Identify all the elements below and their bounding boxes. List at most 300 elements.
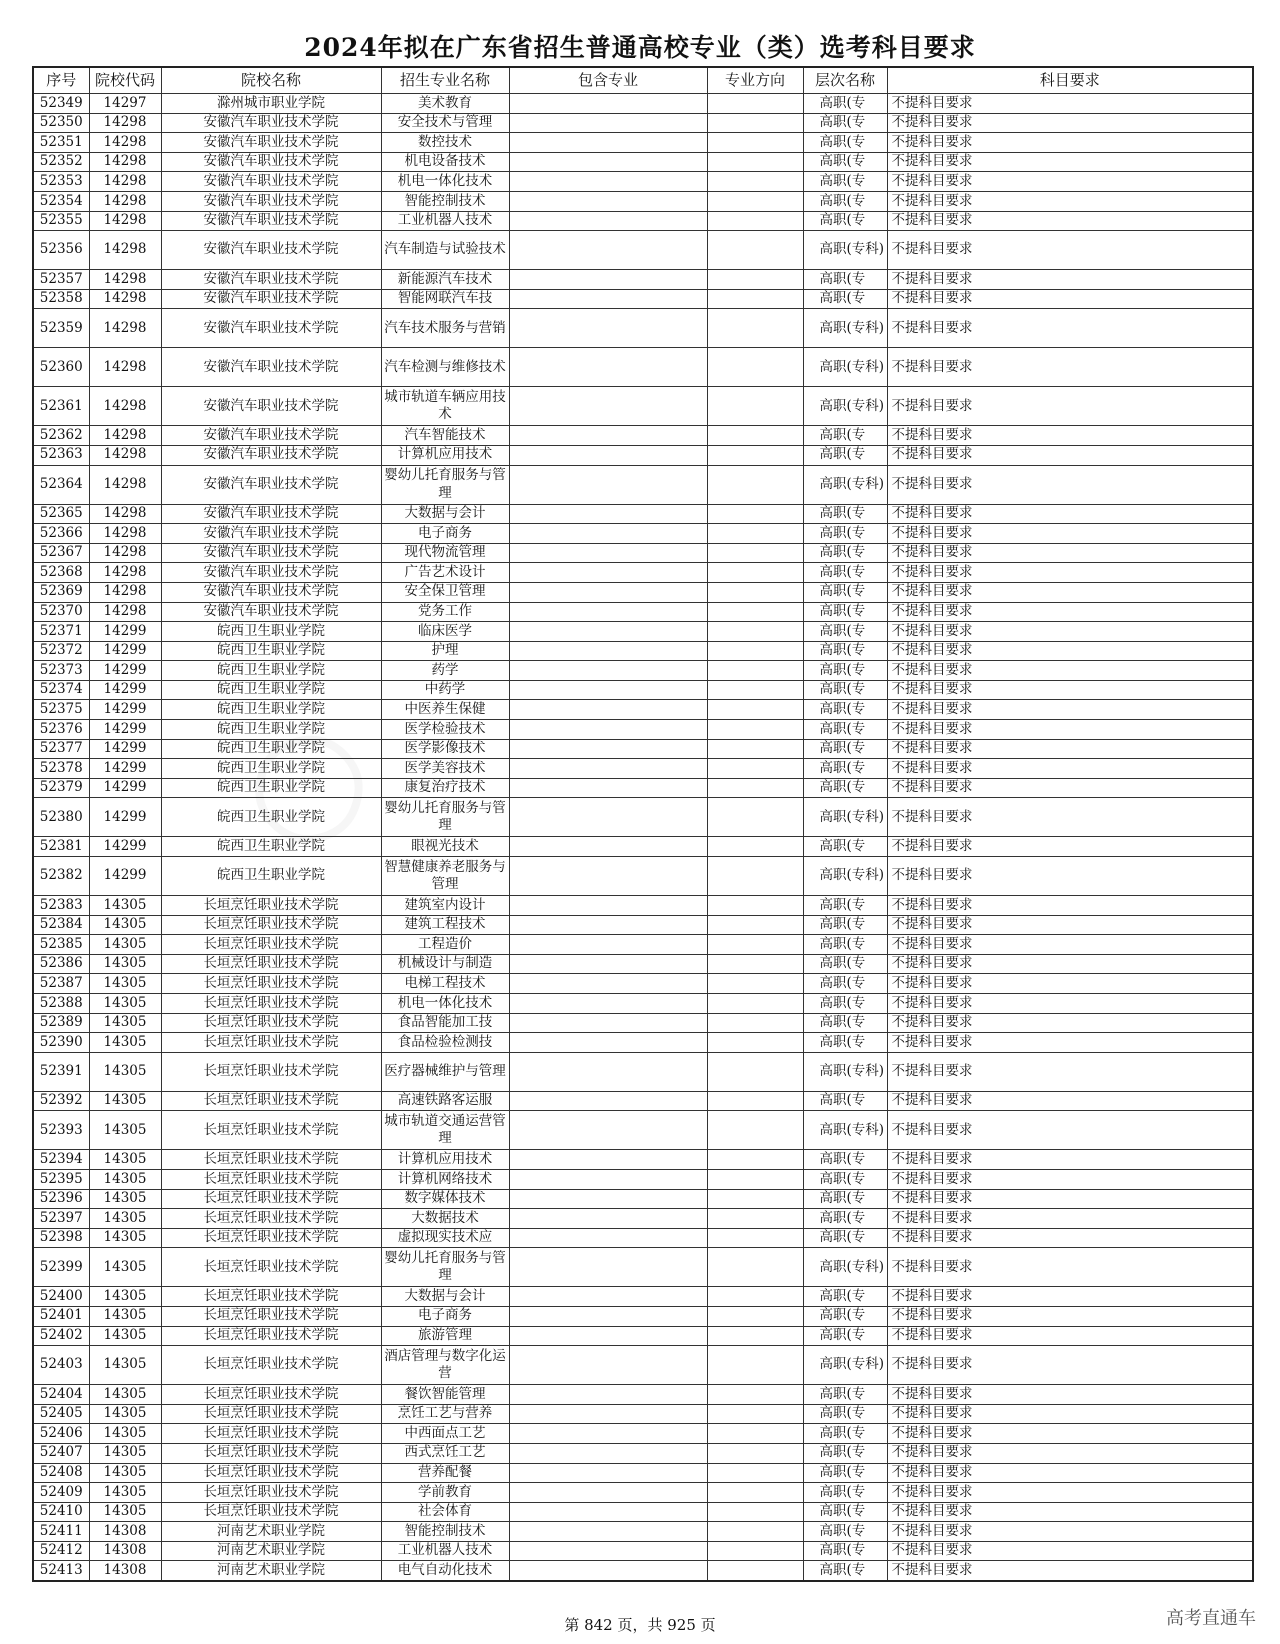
cell-major: 智慧健康养老服务与管理 xyxy=(381,857,509,896)
cell-level: 高职(专 xyxy=(803,974,887,994)
table-row xyxy=(33,837,1253,857)
cell-seq: 52391 xyxy=(33,1052,89,1091)
cell-seq: 52405 xyxy=(33,1404,89,1424)
table-row xyxy=(33,622,1253,642)
cell-seq: 52364 xyxy=(33,465,89,504)
cell-school-name: 河南艺术职业学院 xyxy=(161,1541,381,1561)
table-row xyxy=(33,1052,1253,1091)
cell-seq: 52369 xyxy=(33,582,89,602)
cell-included xyxy=(509,680,707,700)
cell-level: 高职(专 xyxy=(803,211,887,231)
cell-school-code: 14305 xyxy=(89,915,161,935)
cell-seq: 52353 xyxy=(33,172,89,192)
cell-seq: 52377 xyxy=(33,739,89,759)
cell-requirement: 不提科目要求 xyxy=(887,309,1253,348)
cell-seq: 52358 xyxy=(33,289,89,309)
cell-school-name: 长垣烹饪职业技术学院 xyxy=(161,1189,381,1209)
cell-level: 高职(专 xyxy=(803,1502,887,1522)
cell-school-code: 14308 xyxy=(89,1561,161,1581)
cell-major: 智能控制技术 xyxy=(381,191,509,211)
cell-school-code: 14298 xyxy=(89,289,161,309)
cell-direction xyxy=(707,1522,803,1542)
cell-major: 数字媒体技术 xyxy=(381,1189,509,1209)
cell-school-name: 安徽汽车职业技术学院 xyxy=(161,543,381,563)
cell-level: 高职(专 xyxy=(803,915,887,935)
cell-major: 新能源汽车技术 xyxy=(381,270,509,290)
cell-school-name: 皖西卫生职业学院 xyxy=(161,857,381,896)
cell-school-code: 14305 xyxy=(89,1443,161,1463)
cell-level: 高职(专 xyxy=(803,504,887,524)
cell-school-code: 14305 xyxy=(89,1189,161,1209)
cell-included xyxy=(509,641,707,661)
cell-seq: 52363 xyxy=(33,445,89,465)
cell-school-name: 长垣烹饪职业技术学院 xyxy=(161,1346,381,1385)
cell-major: 汽车制造与试验技术 xyxy=(381,231,509,270)
cell-level: 高职(专 xyxy=(803,1150,887,1170)
cell-level: 高职(专 xyxy=(803,289,887,309)
cell-direction xyxy=(707,1052,803,1091)
cell-seq: 52379 xyxy=(33,778,89,798)
table-row xyxy=(33,954,1253,974)
cell-major: 城市轨道车辆应用技术 xyxy=(381,387,509,426)
cell-school-code: 14298 xyxy=(89,172,161,192)
cell-school-name: 河南艺术职业学院 xyxy=(161,1522,381,1542)
cell-included xyxy=(509,113,707,133)
cell-major: 眼视光技术 xyxy=(381,837,509,857)
cell-seq: 52367 xyxy=(33,543,89,563)
cell-requirement: 不提科目要求 xyxy=(887,465,1253,504)
cell-included xyxy=(509,582,707,602)
cell-included xyxy=(509,896,707,916)
cell-level: 高职(专 xyxy=(803,1091,887,1111)
cell-seq: 52349 xyxy=(33,94,89,114)
cell-direction xyxy=(707,152,803,172)
cell-direction xyxy=(707,974,803,994)
cell-requirement: 不提科目要求 xyxy=(887,994,1253,1014)
cell-requirement: 不提科目要求 xyxy=(887,231,1253,270)
cell-included xyxy=(509,1033,707,1053)
cell-seq: 52378 xyxy=(33,759,89,779)
cell-direction xyxy=(707,504,803,524)
cell-requirement: 不提科目要求 xyxy=(887,1209,1253,1229)
cell-direction xyxy=(707,1502,803,1522)
cell-school-code: 14299 xyxy=(89,641,161,661)
cell-school-name: 河南艺术职业学院 xyxy=(161,1561,381,1581)
cell-seq: 52412 xyxy=(33,1541,89,1561)
cell-school-code: 14305 xyxy=(89,1248,161,1287)
table-row xyxy=(33,1522,1253,1542)
cell-major: 美术教育 xyxy=(381,94,509,114)
cell-seq: 52382 xyxy=(33,857,89,896)
cell-major: 医学影像技术 xyxy=(381,739,509,759)
cell-seq: 52401 xyxy=(33,1306,89,1326)
table-row xyxy=(33,720,1253,740)
cell-included xyxy=(509,445,707,465)
cell-school-code: 14305 xyxy=(89,1404,161,1424)
cell-major: 中药学 xyxy=(381,680,509,700)
cell-seq: 52398 xyxy=(33,1228,89,1248)
cell-school-name: 安徽汽车职业技术学院 xyxy=(161,211,381,231)
cell-level: 高职(专 xyxy=(803,270,887,290)
cell-school-code: 14299 xyxy=(89,759,161,779)
cell-school-code: 14298 xyxy=(89,426,161,446)
cell-requirement: 不提科目要求 xyxy=(887,1013,1253,1033)
table-row xyxy=(33,1561,1253,1581)
cell-school-name: 皖西卫生职业学院 xyxy=(161,661,381,681)
cell-included xyxy=(509,1052,707,1091)
cell-direction xyxy=(707,954,803,974)
cell-included xyxy=(509,1346,707,1385)
cell-school-name: 安徽汽车职业技术学院 xyxy=(161,426,381,446)
cell-school-code: 14305 xyxy=(89,1013,161,1033)
cell-major: 大数据技术 xyxy=(381,1209,509,1229)
cell-included xyxy=(509,289,707,309)
cell-school-name: 皖西卫生职业学院 xyxy=(161,680,381,700)
cell-requirement: 不提科目要求 xyxy=(887,152,1253,172)
table-row xyxy=(33,1346,1253,1385)
cell-included xyxy=(509,1248,707,1287)
table-body xyxy=(33,94,1253,1582)
cell-school-code: 14305 xyxy=(89,1169,161,1189)
cell-seq: 52386 xyxy=(33,954,89,974)
cell-major: 医学美容技术 xyxy=(381,759,509,779)
cell-seq: 52397 xyxy=(33,1209,89,1229)
cell-requirement: 不提科目要求 xyxy=(887,1248,1253,1287)
cell-school-name: 安徽汽车职业技术学院 xyxy=(161,231,381,270)
cell-school-name: 安徽汽车职业技术学院 xyxy=(161,270,381,290)
cell-requirement: 不提科目要求 xyxy=(887,896,1253,916)
cell-school-name: 长垣烹饪职业技术学院 xyxy=(161,1150,381,1170)
cell-requirement: 不提科目要求 xyxy=(887,582,1253,602)
cell-direction xyxy=(707,191,803,211)
cell-school-name: 长垣烹饪职业技术学院 xyxy=(161,935,381,955)
cell-included xyxy=(509,1169,707,1189)
cell-school-name: 长垣烹饪职业技术学院 xyxy=(161,1483,381,1503)
cell-requirement: 不提科目要求 xyxy=(887,1502,1253,1522)
cell-level: 高职(专科) xyxy=(803,1248,887,1287)
cell-major: 婴幼儿托育服务与管理 xyxy=(381,465,509,504)
cell-included xyxy=(509,94,707,114)
cell-school-name: 安徽汽车职业技术学院 xyxy=(161,172,381,192)
cell-direction xyxy=(707,1483,803,1503)
cell-school-code: 14299 xyxy=(89,778,161,798)
table-row xyxy=(33,231,1253,270)
table-row xyxy=(33,309,1253,348)
cell-requirement: 不提科目要求 xyxy=(887,1169,1253,1189)
cell-included xyxy=(509,191,707,211)
cell-included xyxy=(509,172,707,192)
cell-school-code: 14299 xyxy=(89,857,161,896)
cell-seq: 52381 xyxy=(33,837,89,857)
cell-seq: 52366 xyxy=(33,524,89,544)
cell-level: 高职(专 xyxy=(803,543,887,563)
table-row xyxy=(33,1404,1253,1424)
cell-major: 婴幼儿托育服务与管理 xyxy=(381,1248,509,1287)
cell-school-code: 14305 xyxy=(89,1424,161,1444)
cell-requirement: 不提科目要求 xyxy=(887,504,1253,524)
cell-major: 高速铁路客运服 xyxy=(381,1091,509,1111)
cell-seq: 52351 xyxy=(33,133,89,153)
table-row xyxy=(33,1306,1253,1326)
cell-requirement: 不提科目要求 xyxy=(887,1306,1253,1326)
table-row xyxy=(33,211,1253,231)
table-row xyxy=(33,798,1253,837)
cell-seq: 52384 xyxy=(33,915,89,935)
cell-direction xyxy=(707,582,803,602)
cell-school-code: 14298 xyxy=(89,465,161,504)
cell-major: 智能网联汽车技 xyxy=(381,289,509,309)
cell-direction xyxy=(707,700,803,720)
table-row xyxy=(33,348,1253,387)
cell-direction xyxy=(707,524,803,544)
cell-requirement: 不提科目要求 xyxy=(887,1424,1253,1444)
cell-major: 工业机器人技术 xyxy=(381,211,509,231)
cell-seq: 52404 xyxy=(33,1385,89,1405)
table-row xyxy=(33,270,1253,290)
cell-school-code: 14298 xyxy=(89,309,161,348)
cell-school-code: 14299 xyxy=(89,720,161,740)
cell-included xyxy=(509,700,707,720)
cell-level: 高职(专 xyxy=(803,1209,887,1229)
cell-requirement: 不提科目要求 xyxy=(887,211,1253,231)
table-row xyxy=(33,152,1253,172)
cell-major: 建筑室内设计 xyxy=(381,896,509,916)
cell-school-code: 14298 xyxy=(89,582,161,602)
cell-direction xyxy=(707,680,803,700)
cell-school-name: 长垣烹饪职业技术学院 xyxy=(161,974,381,994)
cell-school-code: 14305 xyxy=(89,994,161,1014)
cell-included xyxy=(509,778,707,798)
cell-school-code: 14298 xyxy=(89,211,161,231)
cell-included xyxy=(509,1326,707,1346)
cell-major: 烹饪工艺与营养 xyxy=(381,1404,509,1424)
cell-seq: 52368 xyxy=(33,563,89,583)
cell-school-name: 安徽汽车职业技术学院 xyxy=(161,289,381,309)
cell-requirement: 不提科目要求 xyxy=(887,1228,1253,1248)
cell-requirement: 不提科目要求 xyxy=(887,720,1253,740)
cell-level: 高职(专 xyxy=(803,994,887,1014)
cell-major: 汽车检测与维修技术 xyxy=(381,348,509,387)
cell-included xyxy=(509,954,707,974)
cell-direction xyxy=(707,1033,803,1053)
cell-seq: 52375 xyxy=(33,700,89,720)
cell-school-code: 14305 xyxy=(89,1052,161,1091)
cell-seq: 52362 xyxy=(33,426,89,446)
cell-school-code: 14305 xyxy=(89,1385,161,1405)
cell-level: 高职(专 xyxy=(803,1541,887,1561)
cell-included xyxy=(509,1404,707,1424)
cell-school-code: 14299 xyxy=(89,798,161,837)
cell-included xyxy=(509,348,707,387)
table-row xyxy=(33,661,1253,681)
cell-direction xyxy=(707,935,803,955)
cell-direction xyxy=(707,1385,803,1405)
cell-level: 高职(专 xyxy=(803,759,887,779)
cell-direction xyxy=(707,563,803,583)
cell-included xyxy=(509,1091,707,1111)
brand-watermark: 高考直通车 xyxy=(1166,1608,1256,1629)
cell-school-code: 14305 xyxy=(89,1326,161,1346)
cell-school-name: 长垣烹饪职业技术学院 xyxy=(161,1385,381,1405)
table-row xyxy=(33,172,1253,192)
cell-level: 高职(专 xyxy=(803,954,887,974)
cell-school-name: 长垣烹饪职业技术学院 xyxy=(161,1052,381,1091)
cell-major: 酒店管理与数字化运营 xyxy=(381,1346,509,1385)
cell-major: 安全保卫管理 xyxy=(381,582,509,602)
header-cell: 院校名称 xyxy=(161,67,381,94)
cell-direction xyxy=(707,543,803,563)
cell-school-name: 长垣烹饪职业技术学院 xyxy=(161,1013,381,1033)
table-row xyxy=(33,465,1253,504)
cell-major: 机电设备技术 xyxy=(381,152,509,172)
cell-level: 高职(专科) xyxy=(803,857,887,896)
cell-level: 高职(专科) xyxy=(803,231,887,270)
table-row xyxy=(33,504,1253,524)
cell-requirement: 不提科目要求 xyxy=(887,1033,1253,1053)
table-row xyxy=(33,1013,1253,1033)
cell-level: 高职(专 xyxy=(803,720,887,740)
cell-school-code: 14305 xyxy=(89,954,161,974)
cell-direction xyxy=(707,1424,803,1444)
page-footer: 第 842 页，共 925 页 xyxy=(564,1616,716,1634)
cell-major: 工程造价 xyxy=(381,935,509,955)
cell-included xyxy=(509,524,707,544)
cell-direction xyxy=(707,798,803,837)
cell-school-code: 14298 xyxy=(89,504,161,524)
cell-included xyxy=(509,231,707,270)
cell-seq: 52372 xyxy=(33,641,89,661)
cell-level: 高职(专科) xyxy=(803,1052,887,1091)
cell-school-name: 长垣烹饪职业技术学院 xyxy=(161,1033,381,1053)
cell-level: 高职(专 xyxy=(803,935,887,955)
cell-included xyxy=(509,1385,707,1405)
cell-direction xyxy=(707,348,803,387)
cell-major: 西式烹饪工艺 xyxy=(381,1443,509,1463)
cell-level: 高职(专 xyxy=(803,1287,887,1307)
cell-major: 营养配餐 xyxy=(381,1463,509,1483)
cell-direction xyxy=(707,759,803,779)
cell-direction xyxy=(707,1169,803,1189)
cell-requirement: 不提科目要求 xyxy=(887,289,1253,309)
cell-requirement: 不提科目要求 xyxy=(887,1541,1253,1561)
cell-school-name: 安徽汽车职业技术学院 xyxy=(161,309,381,348)
cell-major: 医学检验技术 xyxy=(381,720,509,740)
cell-school-code: 14299 xyxy=(89,739,161,759)
table-row xyxy=(33,387,1253,426)
cell-school-name: 滁州城市职业学院 xyxy=(161,94,381,114)
cell-seq: 52355 xyxy=(33,211,89,231)
cell-level: 高职(专 xyxy=(803,1483,887,1503)
cell-requirement: 不提科目要求 xyxy=(887,700,1253,720)
cell-seq: 52410 xyxy=(33,1502,89,1522)
cell-major: 计算机应用技术 xyxy=(381,445,509,465)
cell-requirement: 不提科目要求 xyxy=(887,563,1253,583)
cell-major: 中医养生保健 xyxy=(381,700,509,720)
cell-requirement: 不提科目要求 xyxy=(887,191,1253,211)
cell-included xyxy=(509,1111,707,1150)
table-row xyxy=(33,1326,1253,1346)
table-row xyxy=(33,445,1253,465)
cell-included xyxy=(509,1561,707,1581)
cell-major: 学前教育 xyxy=(381,1483,509,1503)
cell-included xyxy=(509,1150,707,1170)
cell-major: 计算机应用技术 xyxy=(381,1150,509,1170)
cell-seq: 52380 xyxy=(33,798,89,837)
cell-major: 智能控制技术 xyxy=(381,1522,509,1542)
cell-included xyxy=(509,974,707,994)
cell-included xyxy=(509,1209,707,1229)
cell-school-code: 14305 xyxy=(89,1091,161,1111)
cell-included xyxy=(509,426,707,446)
cell-level: 高职(专 xyxy=(803,1033,887,1053)
cell-level: 高职(专 xyxy=(803,133,887,153)
cell-direction xyxy=(707,622,803,642)
cell-direction xyxy=(707,1404,803,1424)
cell-included xyxy=(509,720,707,740)
cell-included xyxy=(509,622,707,642)
cell-major: 虚拟现实技术应 xyxy=(381,1228,509,1248)
cell-seq: 52389 xyxy=(33,1013,89,1033)
cell-direction xyxy=(707,1326,803,1346)
cell-school-code: 14305 xyxy=(89,1306,161,1326)
cell-level: 高职(专 xyxy=(803,1404,887,1424)
cell-seq: 52365 xyxy=(33,504,89,524)
table-row xyxy=(33,1169,1253,1189)
cell-requirement: 不提科目要求 xyxy=(887,1463,1253,1483)
table-row xyxy=(33,896,1253,916)
cell-school-name: 长垣烹饪职业技术学院 xyxy=(161,896,381,916)
cell-school-code: 14298 xyxy=(89,231,161,270)
cell-school-code: 14297 xyxy=(89,94,161,114)
cell-school-code: 14305 xyxy=(89,1228,161,1248)
cell-major: 党务工作 xyxy=(381,602,509,622)
cell-level: 高职(专科) xyxy=(803,1111,887,1150)
table-row xyxy=(33,113,1253,133)
cell-requirement: 不提科目要求 xyxy=(887,974,1253,994)
cell-included xyxy=(509,739,707,759)
cell-requirement: 不提科目要求 xyxy=(887,915,1253,935)
cell-school-code: 14308 xyxy=(89,1541,161,1561)
cell-school-code: 14305 xyxy=(89,1463,161,1483)
cell-level: 高职(专 xyxy=(803,700,887,720)
cell-seq: 52370 xyxy=(33,602,89,622)
cell-school-name: 长垣烹饪职业技术学院 xyxy=(161,1228,381,1248)
cell-school-code: 14299 xyxy=(89,680,161,700)
table-row xyxy=(33,759,1253,779)
cell-requirement: 不提科目要求 xyxy=(887,857,1253,896)
cell-major: 电梯工程技术 xyxy=(381,974,509,994)
cell-included xyxy=(509,1228,707,1248)
cell-seq: 52411 xyxy=(33,1522,89,1542)
cell-requirement: 不提科目要求 xyxy=(887,1385,1253,1405)
cell-school-name: 安徽汽车职业技术学院 xyxy=(161,152,381,172)
cell-direction xyxy=(707,837,803,857)
cell-major: 食品智能加工技 xyxy=(381,1013,509,1033)
table-row xyxy=(33,1189,1253,1209)
cell-direction xyxy=(707,309,803,348)
cell-school-code: 14305 xyxy=(89,1150,161,1170)
cell-level: 高职(专科) xyxy=(803,348,887,387)
cell-included xyxy=(509,563,707,583)
cell-included xyxy=(509,1013,707,1033)
cell-level: 高职(专 xyxy=(803,426,887,446)
cell-major: 社会体育 xyxy=(381,1502,509,1522)
cell-school-name: 长垣烹饪职业技术学院 xyxy=(161,915,381,935)
table-row xyxy=(33,680,1253,700)
cell-level: 高职(专 xyxy=(803,1385,887,1405)
page-title: 2024年拟在广东省招生普通高校专业（类）选考科目要求 xyxy=(304,33,976,62)
cell-school-name: 安徽汽车职业技术学院 xyxy=(161,387,381,426)
